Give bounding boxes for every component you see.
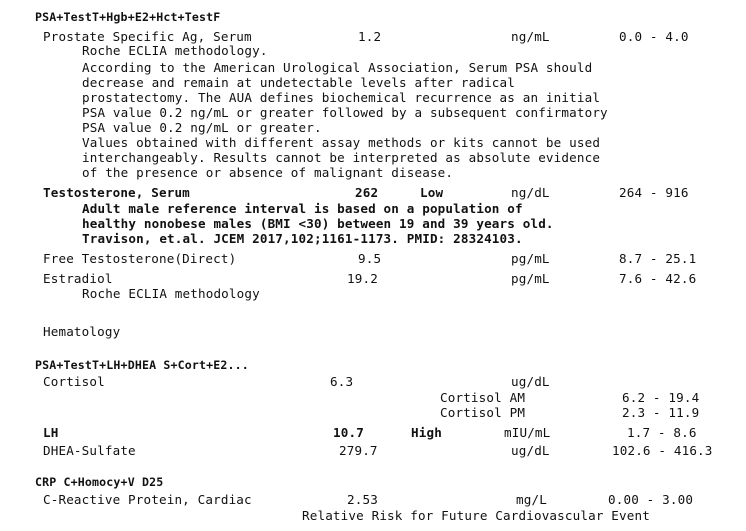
units-psa: ng/mL [511, 29, 550, 44]
psa-note: PSA value 0.2 ng/mL or greater followed by a subsequent confirmatory [82, 105, 608, 120]
result-value-cortisol: 6.3 [330, 374, 354, 389]
crp-risk-note: Relative Risk for Future Cardiovascular Event [302, 508, 650, 523]
reference-range-lh: 1.7 - 8.6 [627, 425, 697, 440]
test-name-testosterone: Testosterone, Serum [43, 185, 190, 200]
flag-high: High [411, 425, 442, 440]
units-testosterone: ng/dL [511, 185, 550, 200]
testosterone-note: Travison, et.al. JCEM 2017,102;1161-1173. PMID: 28324103. [82, 231, 523, 246]
units-estradiol: pg/mL [511, 271, 550, 286]
result-value-psa: 1.2 [358, 29, 382, 44]
reference-range-dhea-sulfate: 102.6 - 416.3 [612, 443, 713, 458]
panel-header: PSA+TestT+Hgb+E2+Hct+TestF [35, 10, 221, 24]
units-free-testosterone: pg/mL [511, 251, 550, 266]
reference-range-estradiol: 7.6 - 42.6 [619, 271, 697, 286]
reference-range-testosterone: 264 - 916 [619, 185, 689, 200]
result-value-crp: 2.53 [347, 492, 378, 507]
test-name-free-testosterone: Free Testosterone(Direct) [43, 251, 237, 266]
result-value-free-testosterone: 9.5 [358, 251, 382, 266]
units-lh: mIU/mL [504, 425, 551, 440]
psa-note: of the presence or absence of malignant disease. [82, 165, 454, 180]
cortisol-pm-label: Cortisol PM [440, 405, 526, 420]
units-dhea-sulfate: ug/dL [511, 443, 550, 458]
psa-note: prostatectomy. The AUA defines biochemical recurrence as an initial [82, 90, 601, 105]
reference-range-free-testosterone: 8.7 - 25.1 [619, 251, 697, 266]
units-crp: mg/L [516, 492, 547, 507]
test-name-estradiol: Estradiol [43, 271, 113, 286]
reference-range-crp: 0.00 - 3.00 [608, 492, 694, 507]
psa-note: decrease and remain at undetectable levels after radical [82, 75, 515, 90]
result-value-estradiol: 19.2 [347, 271, 378, 286]
result-value-lh: 10.7 [333, 425, 364, 440]
psa-note: interchangeably. Results cannot be interpreted as absolute evidence [82, 150, 601, 165]
panel-header: CRP C+Homocy+V D25 [35, 475, 164, 489]
test-name-psa: Prostate Specific Ag, Serum [43, 29, 252, 44]
flag-low: Low [420, 185, 444, 200]
psa-note: PSA value 0.2 ng/mL or greater. [82, 120, 322, 135]
panel-header: PSA+TestT+LH+DHEA S+Cort+E2... [35, 358, 249, 372]
estradiol-note: Roche ECLIA methodology [82, 286, 260, 301]
psa-note: Roche ECLIA methodology. [82, 43, 268, 58]
cortisol-am-range: 6.2 - 19.4 [622, 390, 700, 405]
section-title: Hematology [43, 324, 121, 339]
result-value-testosterone: 262 [355, 185, 379, 200]
test-name-cortisol: Cortisol [43, 374, 105, 389]
testosterone-note: healthy nonobese males (BMI <30) between 19 and 39 years old. [82, 216, 554, 231]
cortisol-am-label: Cortisol AM [440, 390, 526, 405]
psa-note: Values obtained with different assay methods or kits cannot be used [82, 135, 601, 150]
testosterone-note: Adult male reference interval is based on a population of [82, 201, 523, 216]
test-name-crp: C-Reactive Protein, Cardiac [43, 492, 252, 507]
psa-note: According to the American Urological Association, Serum PSA should [82, 60, 593, 75]
test-name-dhea-sulfate: DHEA-Sulfate [43, 443, 136, 458]
units-cortisol: ug/dL [511, 374, 550, 389]
reference-range-psa: 0.0 - 4.0 [619, 29, 689, 44]
test-name-lh: LH [43, 425, 59, 440]
cortisol-pm-range: 2.3 - 11.9 [622, 405, 700, 420]
result-value-dhea-sulfate: 279.7 [339, 443, 378, 458]
